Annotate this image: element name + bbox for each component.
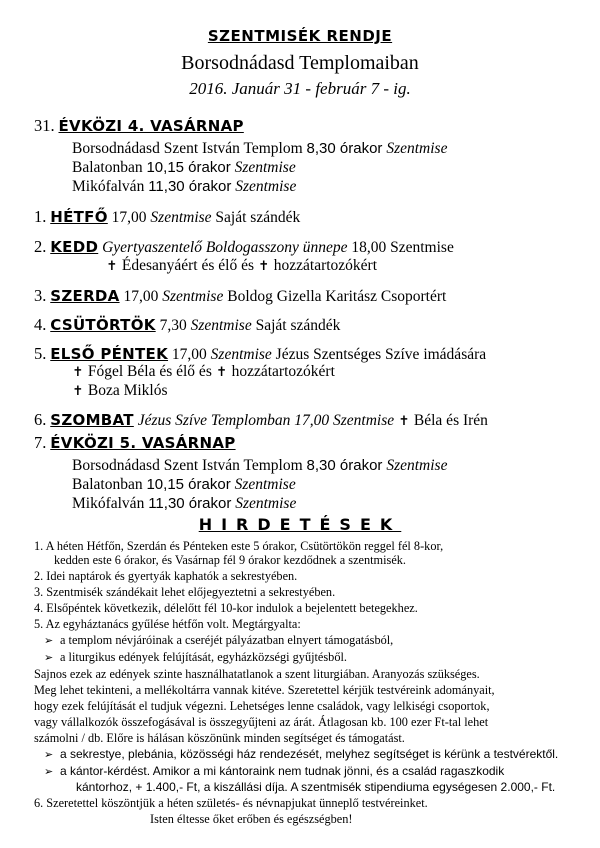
cross-icon: ✝: [72, 384, 84, 399]
mass-intention: Boldog Gizella Karitász Csoportért: [227, 288, 447, 305]
mass-type: Szentmise: [234, 159, 296, 176]
day-name: HÉTFŐ: [50, 208, 108, 226]
announcements-title: HIRDETÉSEK: [198, 515, 402, 534]
mass-place: Borsodnádasd Szent István Templom: [72, 140, 303, 157]
date-range: 2016. Január 31 - február 7 - ig.: [189, 79, 411, 98]
mass-type: Szentmise: [235, 178, 297, 195]
day-name: CSÜTÖRTÖK: [50, 316, 156, 334]
day-number: 7.: [34, 433, 47, 452]
mass-place: Jézus Szíve Templomban 17,00 Szentmise: [137, 412, 395, 429]
mass-type: Szentmise: [162, 288, 224, 305]
day-name: SZERDA: [50, 287, 120, 305]
day-number: 5.: [34, 344, 47, 363]
day-31-heading: [34, 116, 244, 136]
mass-intention: hozzátartozókért: [231, 363, 335, 380]
mass-entry: [72, 140, 447, 158]
day-name: ÉVKÖZI 4. VASÁRNAP: [58, 117, 244, 135]
mass-intention: Édesanyáért és élő és: [121, 257, 254, 274]
announcement-line: hogy ezek felújítását el tudjuk végezni. Lehetséges lenne családok, vagy lelkiségi csoportok,: [34, 699, 490, 713]
announcement-line: kedden este 6 órakor, és Vasárnap fél 9 órakor kezdődnek a szentmisék.: [54, 553, 407, 567]
day-name: ELSŐ PÉNTEK: [50, 345, 169, 363]
announcement-line: vagy vállalkozók összefogásával is összegyűjteni az árát. Átlagosan kb. 100 ezer Ft-tal lehet: [34, 715, 489, 729]
day-number: 1.: [34, 207, 47, 226]
bullet-text: a templom névjáróinak a cseréjét pályázatban elnyert támogatásból,: [60, 633, 394, 647]
day-4-entry: [34, 315, 340, 335]
cross-icon: ✝: [216, 365, 228, 380]
day-3-entry: [34, 286, 446, 306]
mass-time: 8,30 órakor: [306, 140, 383, 157]
mass-type: Szentmise: [234, 476, 296, 493]
day-name: SZOMBAT: [50, 411, 134, 429]
announcement-bullet: [44, 764, 504, 779]
announcement-bullet: [44, 650, 347, 665]
mass-time: 17,00: [171, 346, 207, 363]
day-number: 4.: [34, 315, 47, 334]
mass-time: 8,30 órakor: [306, 457, 383, 474]
mass-entry: [72, 159, 296, 177]
mass-time: 17,00: [123, 288, 159, 305]
mass-type: Szentmise: [190, 317, 252, 334]
page-title: SZENTMISÉK RENDJE: [207, 27, 393, 45]
mass-type: Szentmise: [235, 495, 297, 512]
mass-time: 11,30 órakor: [148, 495, 232, 512]
day-1-entry: [34, 207, 300, 227]
day-5-entry: [34, 344, 486, 364]
cross-icon: ✝: [258, 259, 270, 274]
arrow-bullet-icon: ➢: [44, 634, 54, 647]
mass-entry: [72, 178, 296, 196]
mass-place: Mikófalván: [72, 495, 145, 512]
mass-time: 7,30: [159, 317, 187, 334]
announcement-line: Sajnos ezek az edények szinte használhatatlanok a szent liturgiában. Aranyozás szükséges.: [34, 667, 480, 681]
mass-place: Borsodnádasd Szent István Templom: [72, 457, 303, 474]
mass-type: Szentmise: [386, 457, 448, 474]
page-subtitle: Borsodnádasd Templomaiban: [181, 52, 419, 74]
mass-place: Balatonban: [72, 159, 143, 176]
mass-intention-line: [72, 363, 335, 381]
mass-time: 18,00 Szentmise: [351, 239, 454, 256]
mass-intention: Béla és Irén: [413, 412, 488, 429]
day-number: 2.: [34, 237, 47, 256]
mass-intention: Boza Miklós: [87, 382, 168, 399]
mass-type: Szentmise: [386, 140, 448, 157]
mass-intention: Saját szándék: [255, 317, 341, 334]
mass-time: 11,30 órakor: [148, 178, 232, 195]
arrow-bullet-icon: ➢: [44, 765, 54, 778]
feast-name: Gyertyaszentelő Boldogasszony ünnepe: [102, 239, 348, 256]
mass-entry: [72, 495, 296, 513]
mass-type: Szentmise: [150, 209, 212, 226]
day-number: 6.: [34, 410, 47, 429]
day-number: 31.: [34, 116, 55, 135]
announcement-line: 2. Idei naptárok és gyertyák kaphatók a sekrestyében.: [34, 569, 298, 583]
cross-icon: ✝: [106, 259, 118, 274]
mass-entry: [72, 476, 296, 494]
mass-intention: hozzátartozókért: [273, 257, 378, 274]
mass-time: 10,15 órakor: [146, 159, 231, 176]
cross-icon: ✝: [72, 365, 84, 380]
day-2-entry: [34, 237, 454, 257]
announcement-bullet: [44, 747, 558, 762]
mass-intention-line: [106, 257, 377, 275]
bullet-text: a sekrestye, plebánia, közösségi ház rendezését, melyhez segítséget is kérünk a testvérektől.: [60, 747, 559, 761]
announcement-line: 1. A héten Hétfőn, Szerdán és Pénteken este 5 órakor, Csütörtökön reggel fél 8-kor,: [34, 539, 444, 553]
announcement-line: 3. Szentmisék szándékait lehet előjegyeztetni a sekrestyében.: [34, 585, 336, 599]
announcement-line: 5. Az egyháztanács gyűlése hétfőn volt. Megtárgyalta:: [34, 617, 301, 631]
bullet-text-cont: kántorhoz, + 1.400,- Ft, a kiszállási díja. A szentmisék stipendiuma egységesen 2.000,- Ft.: [76, 780, 556, 794]
day-number: 3.: [34, 286, 47, 305]
announcement-line: 4. Elsőpéntek következik, délelőtt fél 10-kor indulok a bejelentett betegekhez.: [34, 601, 418, 615]
bullet-text: a kántor-kérdést. Amikor a mi kántoraink nem tudnak jönni, és a család ragaszkodik: [60, 764, 505, 778]
mass-place: Balatonban: [72, 476, 143, 493]
announcement-bullet: [44, 633, 393, 648]
mass-type: Szentmise: [210, 346, 272, 363]
mass-entry: [72, 457, 447, 475]
announcement-line: számolni / db. Előre is hálásan köszönünk minden segítséget és támogatást.: [34, 731, 405, 745]
announcement-line: 6. Szeretettel köszöntjük a héten születés- és névnapjukat ünneplő testvéreinket.: [34, 796, 428, 810]
arrow-bullet-icon: ➢: [44, 748, 54, 761]
day-6-entry: [34, 410, 488, 430]
mass-intention-line: [72, 382, 168, 400]
mass-time: 10,15 órakor: [146, 476, 231, 493]
day-name: KEDD: [50, 238, 99, 256]
mass-intention: Jézus Szentséges Szíve imádására: [275, 346, 487, 363]
announcement-line: Meg lehet tekinteni, a mellékoltárra vannak kitéve. Szeretettel kérjük testvéreink adományait,: [34, 683, 495, 697]
day-name: ÉVKÖZI 5. VASÁRNAP: [50, 434, 236, 452]
cross-icon: ✝: [398, 414, 410, 429]
arrow-bullet-icon: ➢: [44, 651, 54, 664]
announcement-line: [76, 780, 555, 794]
mass-time: 17,00: [111, 209, 147, 226]
mass-intention: Fógel Béla és élő és: [87, 363, 212, 380]
mass-intention: Saját szándék: [215, 209, 301, 226]
announcement-line: Isten éltesse őket erőben és egészségben!: [150, 812, 353, 826]
day-7-heading: [34, 433, 236, 453]
mass-place: Mikófalván: [72, 178, 145, 195]
bullet-text: a liturgikus edények felújítását, egyházközségi gyűjtésből.: [60, 650, 347, 664]
